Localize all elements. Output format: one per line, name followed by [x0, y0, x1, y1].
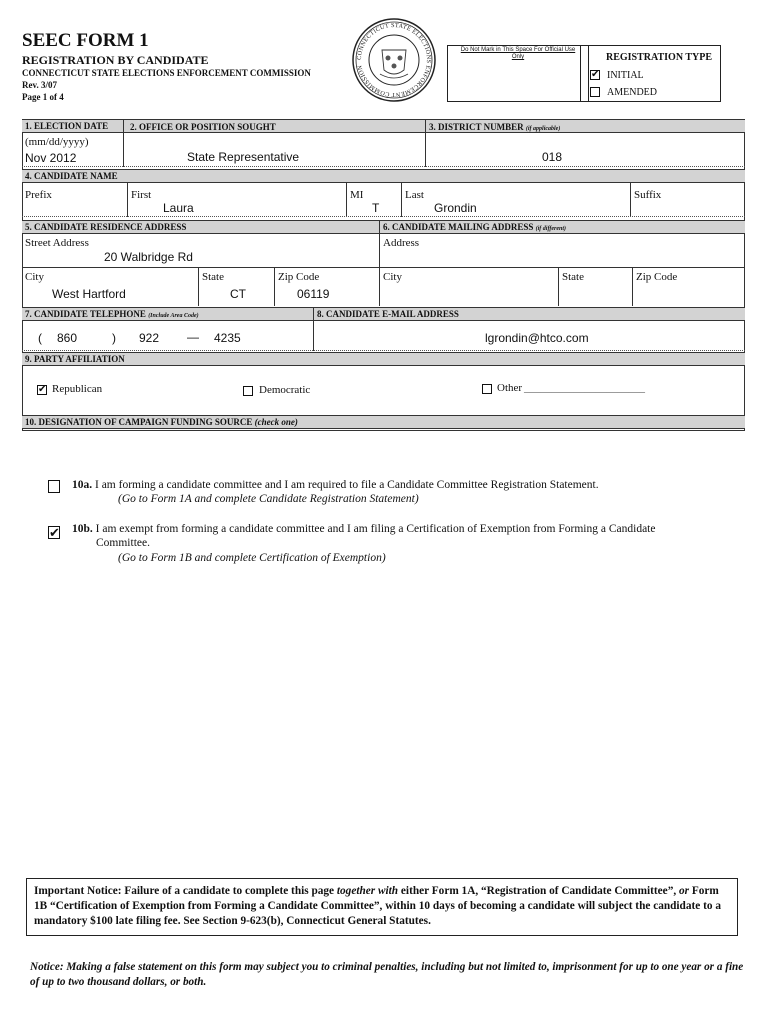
form-subtitle: REGISTRATION BY CANDIDATE	[22, 53, 209, 67]
party-affiliation-bar: 9. PARTY AFFILIATION	[22, 352, 745, 366]
notice-emphasis-2: or	[679, 885, 690, 897]
option-10b-description: I am exempt from forming a candidate committee and I am filing a Certification of Exemption from Forming a Candidate	[95, 523, 656, 535]
mailing-address-bar	[380, 220, 745, 234]
option-10b-checkbox[interactable]	[48, 526, 60, 539]
funding-source-note: (check one)	[254, 417, 298, 427]
official-use-text: Do Not Mark in This Space For Official Use Only	[460, 47, 576, 60]
notice-part-3: Form 1B “Certification of Exemption from Forming a Candidate Committee”, within 10 days of becoming a candidate will subject the candidate to a mandatory $100 late filing fee. See Section 9-623(b), Connecticut General Statutes.	[34, 885, 721, 927]
middle-initial-field[interactable]: T	[372, 201, 380, 215]
notice-part-1: Important Notice: Failure of a candidate to complete this page	[34, 885, 337, 897]
street-address-label: Street Address	[25, 237, 89, 249]
important-notice	[26, 878, 738, 936]
email-field[interactable]: lgrondin@htco.com	[485, 331, 589, 345]
election-date-title: 1. ELECTION DATE	[25, 121, 109, 131]
state-field[interactable]: CT	[230, 287, 246, 301]
notice-emphasis-1: together with	[336, 885, 399, 897]
residence-address-bar: 5. CANDIDATE RESIDENCE ADDRESS	[22, 220, 380, 234]
option-10b-text	[72, 523, 655, 535]
other-blank[interactable]: ______________________	[524, 382, 645, 394]
page-number: Page 1 of 4	[22, 92, 64, 102]
zip-code-label: Zip Code	[278, 271, 320, 283]
other-checkbox[interactable]	[482, 384, 492, 394]
option-10a-hint: (Go to Form 1A and complete Candidate Registration Statement)	[118, 493, 419, 505]
democratic-label: Democratic	[259, 384, 311, 396]
check-mark-icon: ✔	[591, 69, 600, 80]
middle-initial-label: MI	[350, 189, 364, 201]
mailing-address-label: Address	[383, 237, 420, 249]
revision: Rev. 3/07	[22, 80, 57, 90]
first-name-label: First	[131, 189, 152, 201]
phone-prefix-field[interactable]: 922	[139, 331, 160, 345]
prefix-label: Prefix	[25, 189, 52, 201]
option-10b-text-line2: Committee.	[96, 537, 150, 549]
mailing-state-label: State	[562, 271, 584, 283]
other-label: Other	[497, 382, 523, 394]
mailing-address-title: 6. CANDIDATE MAILING ADDRESS	[383, 222, 534, 232]
check-mark-icon: ✔	[49, 525, 60, 540]
street-address-field[interactable]: 20 Walbridge Rd	[104, 250, 193, 264]
last-name-label: Last	[405, 189, 424, 201]
republican-checkbox[interactable]	[37, 385, 47, 395]
election-date-field[interactable]: Nov 2012	[25, 151, 77, 165]
option-10b-hint: (Go to Form 1B and complete Certification of Exemption)	[118, 552, 386, 564]
suffix-label: Suffix	[634, 189, 662, 201]
option-10b-number: 10b.	[72, 523, 93, 535]
first-name-field[interactable]: Laura	[163, 201, 194, 215]
phone-dash: —	[187, 330, 199, 344]
telephone-title: 7. CANDIDATE TELEPHONE	[25, 309, 146, 319]
mailing-zip-label: Zip Code	[636, 271, 678, 283]
option-10a-number: 10a.	[72, 479, 93, 491]
option-10a-text	[72, 479, 599, 491]
district-number-note: (if applicable)	[525, 126, 561, 132]
amended-label: AMENDED	[607, 87, 657, 98]
democratic-checkbox[interactable]	[243, 386, 253, 396]
state-label: State	[202, 271, 224, 283]
telephone-note: (Include Area Code)	[148, 313, 199, 319]
mailing-address-note: (if different)	[535, 226, 566, 232]
agency-name: CONNECTICUT STATE ELECTIONS ENFORCEMENT COMMISSION	[22, 68, 311, 78]
city-label: City	[25, 271, 44, 283]
last-name-field[interactable]: Grondin	[434, 201, 477, 215]
false-statement-notice: Notice: Making a false statement on this form may subject you to criminal penalties, including but not limited to, imprisonment for up to one year or a fine of up to two thousand dollars, or both.	[30, 961, 744, 988]
email-bar: 8. CANDIDATE E-MAIL ADDRESS	[314, 307, 745, 321]
phone-open-paren: (	[38, 331, 42, 345]
election-date-hint: (mm/dd/yyyy)	[25, 136, 89, 148]
district-number-title	[429, 122, 560, 132]
office-sought-title: 2. OFFICE OR POSITION SOUGHT	[130, 122, 276, 132]
city-field[interactable]: West Hartford	[52, 287, 126, 301]
notice-part-2: either Form 1A, “Registration of Candidate Committee”,	[398, 885, 679, 897]
svg-text:CONNECTICUT STATE ELECTIONS EN	[356, 22, 432, 98]
mailing-city-label: City	[383, 271, 402, 283]
funding-source-title: 10. DESIGNATION OF CAMPAIGN FUNDING SOURCE	[25, 417, 253, 427]
phone-line-field[interactable]: 4235	[214, 331, 241, 345]
zip-code-field[interactable]: 06119	[297, 287, 330, 301]
amended-checkbox[interactable]	[590, 87, 600, 97]
phone-close-paren: )	[112, 331, 116, 345]
option-10a-checkbox[interactable]	[48, 480, 60, 493]
initial-label: INITIAL	[607, 70, 644, 81]
form-title: SEEC FORM 1	[22, 30, 149, 51]
phone-area-code-field[interactable]: 860	[57, 331, 78, 345]
candidate-name-bar: 4. CANDIDATE NAME	[22, 169, 745, 183]
registration-type-label: REGISTRATION TYPE	[606, 52, 713, 63]
republican-label: Republican	[52, 383, 103, 395]
funding-source-bar	[22, 415, 745, 429]
seal-text: CONNECTICUT STATE ELECTIONS ENFORCEMENT COMMISSION	[355, 21, 433, 99]
district-number-field[interactable]: 018	[542, 150, 563, 164]
state-seal	[352, 18, 436, 102]
telephone-bar	[22, 307, 314, 321]
district-number-label: 3. DISTRICT NUMBER	[429, 122, 524, 132]
office-sought-field[interactable]: State Representative	[187, 150, 300, 164]
initial-checkbox[interactable]	[590, 70, 600, 80]
option-10a-description: I am forming a candidate committee and I am required to file a Candidate Committee Registration Statement.	[95, 479, 599, 491]
check-mark-icon: ✔	[38, 384, 47, 395]
